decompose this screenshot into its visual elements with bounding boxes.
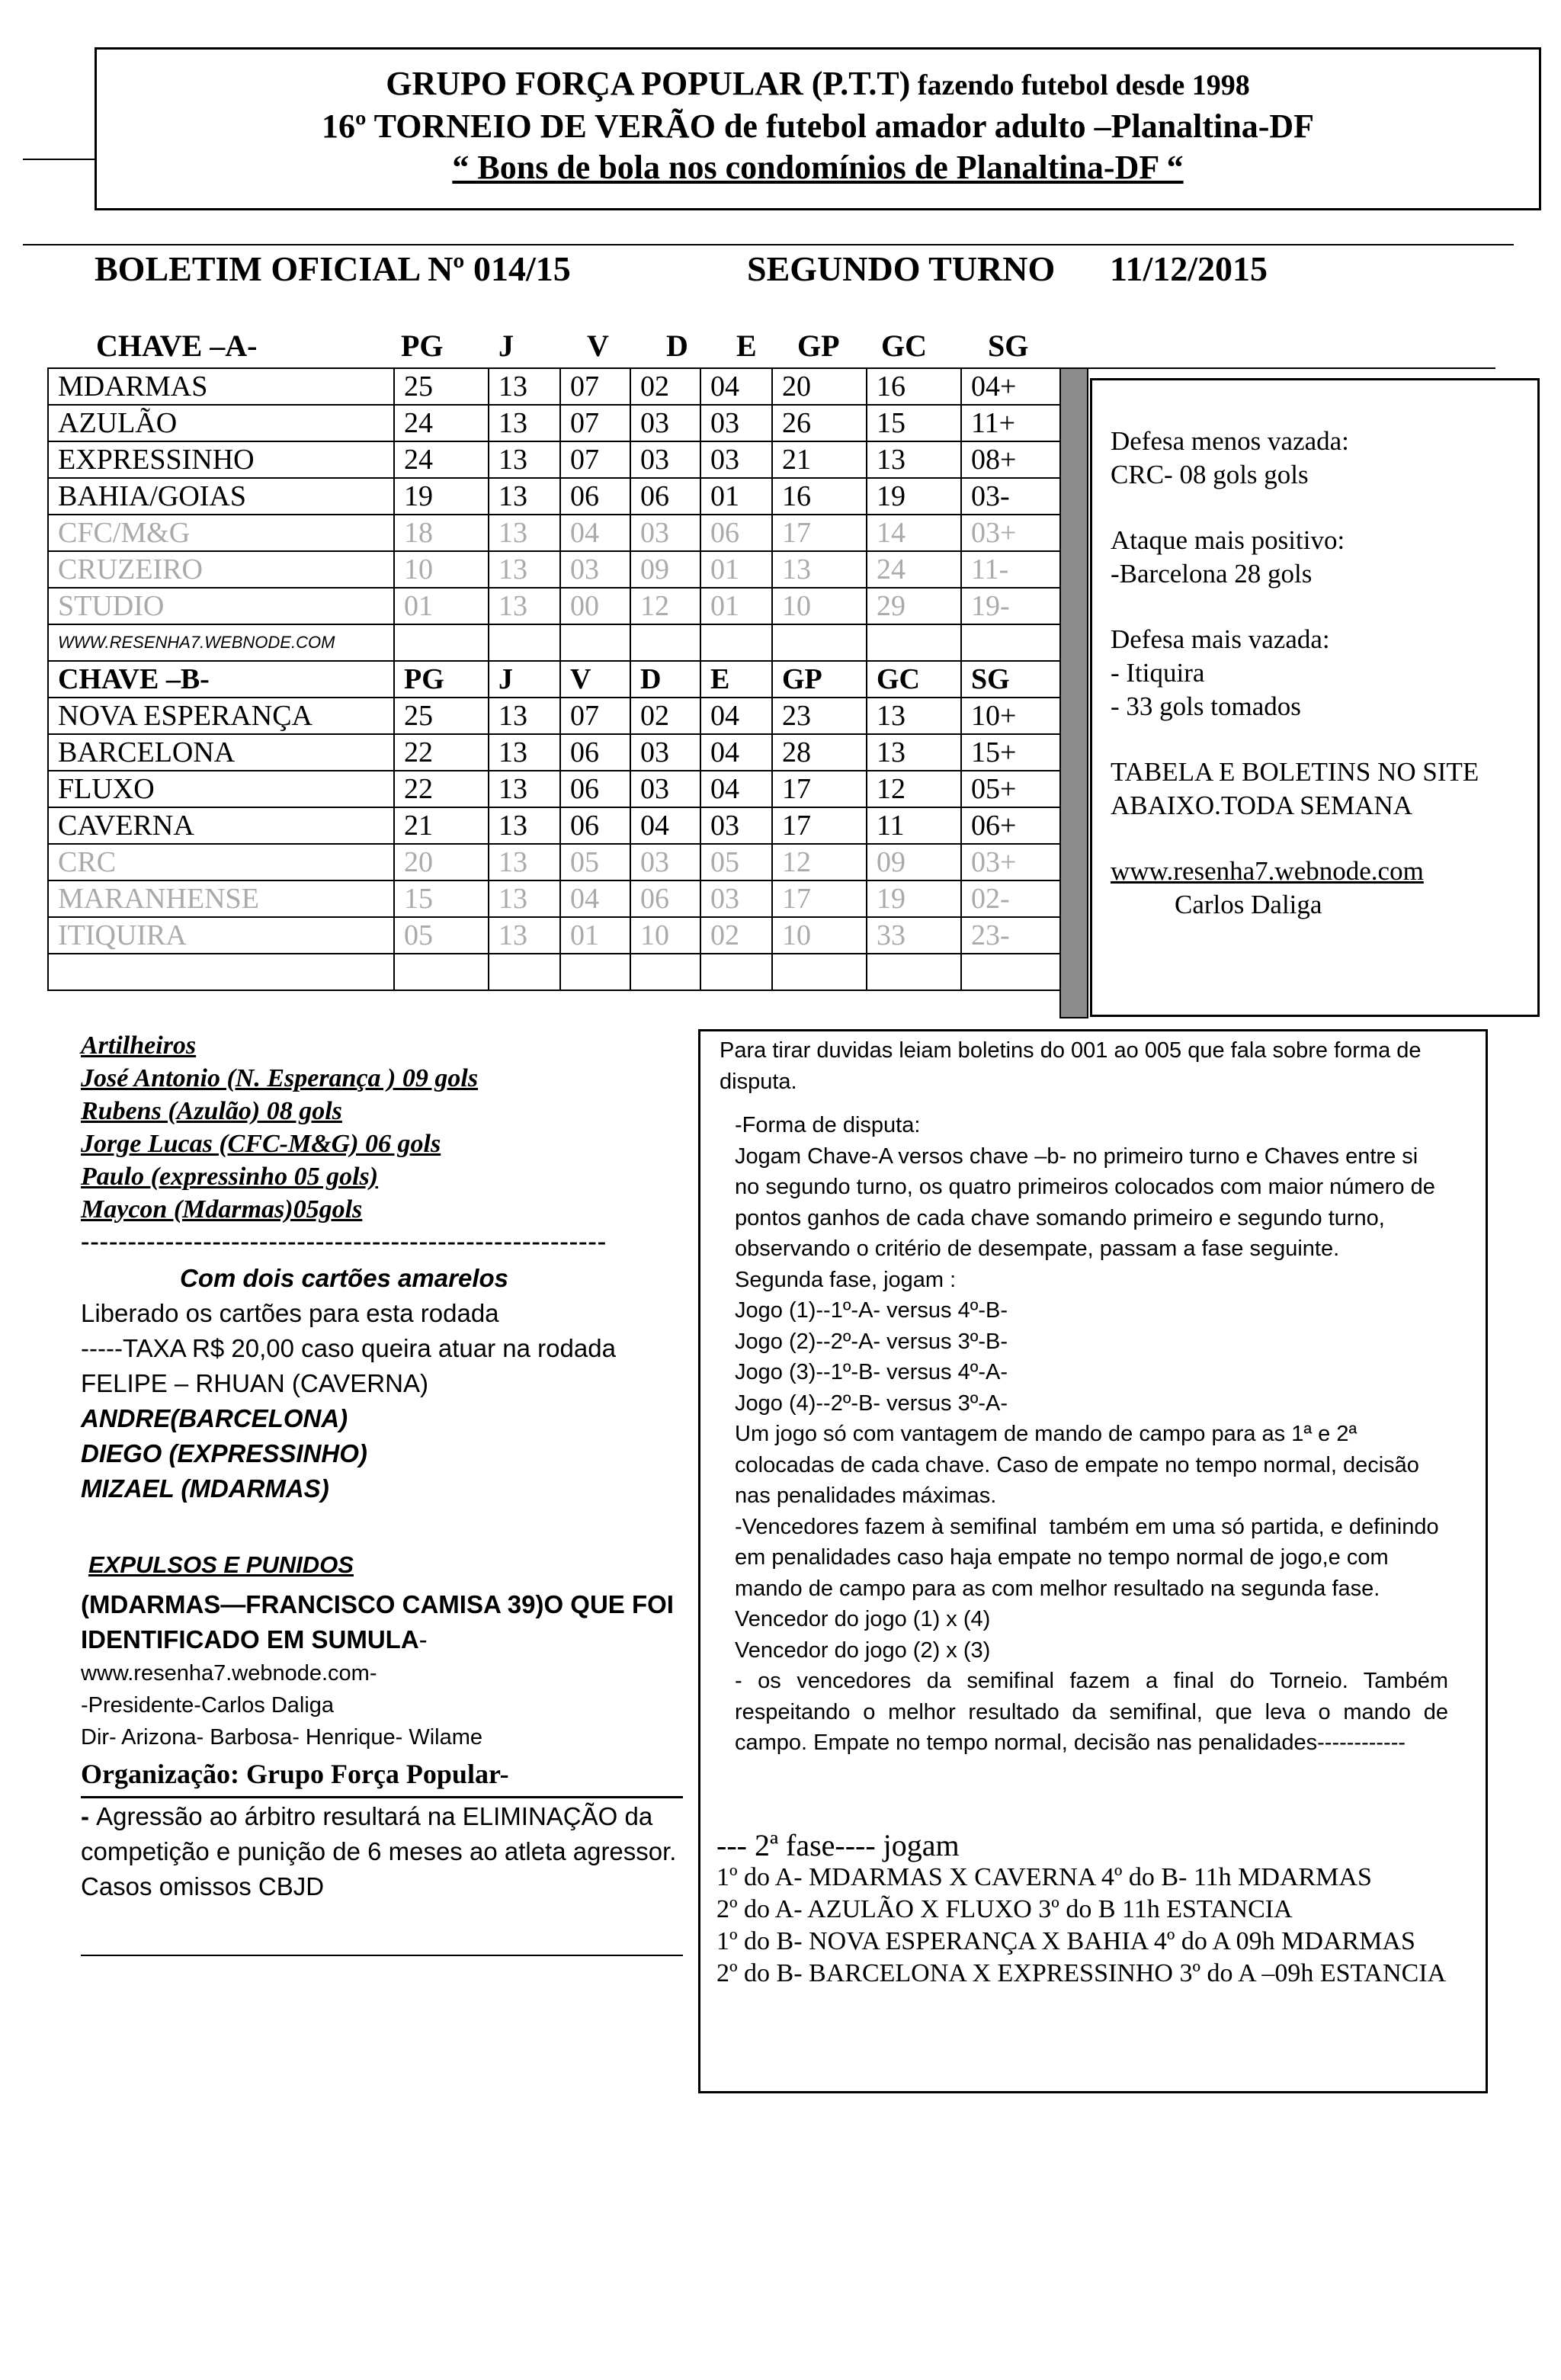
- org-name: GRUPO FORÇA POPULAR (P.T.T): [386, 65, 911, 102]
- worst-defense-value: - 33 gols tomados: [1111, 691, 1301, 721]
- table-cell: 13: [489, 368, 560, 405]
- scorer-item: Paulo (expressinho 05 gols): [81, 1163, 379, 1191]
- table-row: [48, 771, 1060, 807]
- table-cell: J: [489, 661, 560, 698]
- standings-table: [47, 367, 1061, 991]
- table-cell: 03: [630, 844, 700, 880]
- table-cell: 02-: [961, 880, 1060, 917]
- table-cell: EXPRESSINHO: [48, 441, 394, 478]
- table-row: [48, 551, 1060, 588]
- table-cell: [394, 954, 489, 990]
- table-cell: 11+: [961, 405, 1060, 441]
- table-cell: V: [560, 661, 630, 698]
- table-cell: 04+: [961, 368, 1060, 405]
- table-cell: 03: [630, 405, 700, 441]
- expelled-section: [81, 1548, 675, 1753]
- gray-divider-strip: [1059, 367, 1088, 1018]
- table-cell: WWW.RESENHA7.WEBNODE.COM: [48, 624, 394, 661]
- table-cell: 06: [560, 734, 630, 771]
- rules-line: Vencedor do jogo (1) x (4): [735, 1607, 991, 1631]
- carded-player: MIZAEL (MDARMAS): [81, 1474, 329, 1503]
- table-cell: 06: [560, 478, 630, 515]
- table-cell: 05: [700, 844, 772, 880]
- table-cell: 01: [700, 478, 772, 515]
- table-cell: GP: [772, 661, 867, 698]
- table-cell: 28: [772, 734, 867, 771]
- carded-player: ANDRE(BARCELONA): [81, 1404, 348, 1432]
- expelled-site: www.resenha7.webnode.com-: [81, 1661, 377, 1686]
- table-cell: 13: [489, 734, 560, 771]
- rules-line: - os vencedores da semifinal fazem a final do Torneio. Também respeitando o melhor resultado da semifinal, que leva o mando de campo. Empate no tempo normal, decisão nas penalidades------------: [735, 1669, 1455, 1755]
- table-cell: 14: [867, 515, 961, 551]
- table-cell: PG: [394, 661, 489, 698]
- table-cell: 21: [772, 441, 867, 478]
- table-cell: [630, 624, 700, 661]
- table-cell: 13: [489, 771, 560, 807]
- table-cell: 19: [867, 880, 961, 917]
- table-cell: BAHIA/GOIAS: [48, 478, 394, 515]
- table-cell: 25: [394, 698, 489, 734]
- table-cell: 17: [772, 807, 867, 844]
- table-cell: 06: [700, 515, 772, 551]
- table-cell: 13: [489, 588, 560, 624]
- col-header: PG: [401, 329, 444, 363]
- table-cell: BARCELONA: [48, 734, 394, 771]
- table-cell: [867, 954, 961, 990]
- table-cell: GC: [867, 661, 961, 698]
- table-cell: 13: [489, 551, 560, 588]
- rules-body: [735, 1110, 1455, 1759]
- rules-intro: Para tirar duvidas leiam boletins do 001 ao 005 que fala sobre forma de disputa.: [720, 1038, 1422, 1094]
- table-row: [48, 441, 1060, 478]
- table-cell: [961, 624, 1060, 661]
- rules-line: Jogo (3)--1º-B- versus 4º-A-: [735, 1360, 1008, 1384]
- table-cell: 10+: [961, 698, 1060, 734]
- table-cell: 07: [560, 405, 630, 441]
- table-cell: 19: [867, 478, 961, 515]
- phase-2-game: 1º do B- NOVA ESPERANÇA X BAHIA 4º do A 09h MDARMAS: [716, 1927, 1415, 1955]
- table-cell: 04: [560, 880, 630, 917]
- stats-panel: [1090, 378, 1540, 1017]
- table-cell: 20: [772, 368, 867, 405]
- table-cell: 13: [489, 917, 560, 954]
- separator-dashes: --------------------------------------------------------: [81, 1227, 607, 1256]
- table-cell: 23: [772, 698, 867, 734]
- yellow-cards-title: Com dois cartões amarelos: [180, 1264, 508, 1292]
- table-cell: 06: [560, 771, 630, 807]
- table-cell: D: [630, 661, 700, 698]
- header-left-rule: [23, 159, 95, 160]
- table-cell: 23-: [961, 917, 1060, 954]
- bulletin-title: BOLETIM OFICIAL Nº 014/15: [95, 249, 571, 288]
- table-cell: 03: [700, 405, 772, 441]
- table-cell: 10: [772, 588, 867, 624]
- worst-defense-team: - Itiquira: [1111, 658, 1205, 688]
- top-scorers-title: Artilheiros: [81, 1031, 197, 1060]
- table-cell: 13: [772, 551, 867, 588]
- tournament-title: 16º TORNEIO DE VERÃO de futebol amador adulto –Planaltina-DF: [321, 107, 1315, 145]
- table-cell: 16: [772, 478, 867, 515]
- rules-line: -Forma de disputa:: [735, 1113, 921, 1137]
- table-cell: [489, 624, 560, 661]
- site-author: Carlos Daliga: [1175, 890, 1322, 919]
- table-cell: 05: [394, 917, 489, 954]
- bulletin-date: 11/12/2015: [1110, 249, 1268, 288]
- table-cell: 02: [700, 917, 772, 954]
- table-cell: 20: [394, 844, 489, 880]
- table-cell: 17: [772, 515, 867, 551]
- expelled-title: EXPULSOS E PUNIDOS: [88, 1551, 354, 1578]
- table-cell: 03: [700, 880, 772, 917]
- expelled-dash: -: [418, 1625, 428, 1653]
- group-b-header-row: [48, 661, 1060, 698]
- table-cell: 15: [394, 880, 489, 917]
- table-cell: 04: [700, 698, 772, 734]
- table-cell: 01: [394, 588, 489, 624]
- rules-line: Jogo (4)--2º-B- versus 3º-A-: [735, 1390, 1008, 1416]
- table-cell: 24: [394, 405, 489, 441]
- table-cell: 02: [630, 368, 700, 405]
- table-cell: 15: [867, 405, 961, 441]
- table-cell: [961, 954, 1060, 990]
- directors: Dir- Arizona- Barbosa- Henrique- Wilame: [81, 1725, 482, 1750]
- table-cell: 03+: [961, 844, 1060, 880]
- col-header: V: [587, 329, 609, 363]
- table-cell: 19-: [961, 588, 1060, 624]
- table-cell: [700, 954, 772, 990]
- phase-2-game: 2º do B- BARCELONA X EXPRESSINHO 3º do A –09h ESTANCIA: [716, 1959, 1447, 1987]
- top-scorers: [81, 1029, 478, 1226]
- yellow-cards-fee: -----TAXA R$ 20,00 caso queira atuar na rodada: [81, 1334, 616, 1362]
- table-cell: 03: [700, 441, 772, 478]
- table-cell: [772, 624, 867, 661]
- table-cell: 15+: [961, 734, 1060, 771]
- table-cell: 03: [630, 515, 700, 551]
- table-row: [48, 698, 1060, 734]
- table-cell: 13: [489, 515, 560, 551]
- scorer-item: Maycon (Mdarmas)05gols: [81, 1195, 363, 1224]
- best-defense-label: Defesa menos vazada:: [1111, 426, 1349, 456]
- table-cell: [772, 954, 867, 990]
- table-cell: 19: [394, 478, 489, 515]
- table-cell: 22: [394, 734, 489, 771]
- table-cell: 09: [630, 551, 700, 588]
- table-cell: 06: [630, 478, 700, 515]
- col-header: SG: [988, 329, 1029, 363]
- table-cell: 05: [560, 844, 630, 880]
- col-header: D: [666, 329, 688, 363]
- table-cell: ITIQUIRA: [48, 917, 394, 954]
- organization-rule: [81, 1796, 683, 1798]
- table-cell: 04: [560, 515, 630, 551]
- table-cell: [394, 624, 489, 661]
- table-cell: 10: [772, 917, 867, 954]
- table-cell: SG: [961, 661, 1060, 698]
- rules-line: Jogam Chave-A versos chave –b- no primeiro turno e Chaves entre si no segundo turno, os quatro primeiros colocados com maior número de pontos ganhos de cada chave somando primeiro e segundo turno, observando o critério de desempate, passam a fase seguinte.: [735, 1143, 1441, 1261]
- phase-2-title: --- 2ª fase---- jogam: [716, 1828, 960, 1862]
- aggression-dash: -: [81, 1802, 97, 1830]
- table-cell: 17: [772, 771, 867, 807]
- table-cell: 06: [560, 807, 630, 844]
- table-cell: CFC/M&G: [48, 515, 394, 551]
- table-cell: 17: [772, 880, 867, 917]
- table-cell: 26: [772, 405, 867, 441]
- table-cell: [867, 624, 961, 661]
- table-cell: 08+: [961, 441, 1060, 478]
- table-cell: 13: [867, 698, 961, 734]
- table-cell: 11-: [961, 551, 1060, 588]
- president: -Presidente-Carlos Daliga: [81, 1693, 335, 1718]
- table-row: [48, 917, 1060, 954]
- scorer-item: José Antonio (N. Esperança ) 09 gols: [81, 1064, 479, 1092]
- aggression-text: Agressão ao árbitro resultará na ELIMINAÇÃO da competição e punição de 6 meses ao atleta agressor. Casos omissos CBJD: [81, 1802, 677, 1900]
- table-cell: CHAVE –B-: [48, 661, 394, 698]
- table-cell: 03: [700, 807, 772, 844]
- best-defense-value: CRC- 08 gols gols: [1111, 460, 1309, 489]
- table-cell: 06: [630, 880, 700, 917]
- table-cell: 06+: [961, 807, 1060, 844]
- table-cell: 24: [867, 551, 961, 588]
- site-note: [1111, 755, 1537, 823]
- table-cell: 09: [867, 844, 961, 880]
- table-cell: CRC: [48, 844, 394, 880]
- rules-line: Jogo (2)--2º-A- versus 3º-B-: [735, 1329, 1008, 1354]
- table-row: [48, 515, 1060, 551]
- table-cell: 18: [394, 515, 489, 551]
- yellow-cards-section: [81, 1261, 616, 1506]
- table-cell: 12: [630, 588, 700, 624]
- table-cell: 13: [489, 441, 560, 478]
- yellow-cards-players: FELIPE – RHUAN (CAVERNA): [81, 1369, 428, 1397]
- best-attack: [1111, 524, 1537, 591]
- rules-line: Vencedor do jogo (2) x (3): [735, 1637, 991, 1663]
- table-cell: 04: [630, 807, 700, 844]
- table-cell: 16: [867, 368, 961, 405]
- org-tagline: fazendo futebol desde 1998: [910, 69, 1250, 101]
- table-cell: 01: [700, 551, 772, 588]
- table-cell: 13: [489, 405, 560, 441]
- aggression-warning: [81, 1799, 683, 1904]
- table-cell: 03-: [961, 478, 1060, 515]
- table-cell: STUDIO: [48, 588, 394, 624]
- table-cell: CAVERNA: [48, 807, 394, 844]
- phase-2-games: [716, 1830, 1446, 1990]
- rules-line: -Vencedores fazem à semifinal também em uma só partida, e definindo em penalidades caso haja empate no tempo normal de jogo,e com mando de campo para as com melhor resultado na segunda fase.: [735, 1514, 1445, 1601]
- bulletin-turn: SEGUNDO TURNO: [747, 249, 1056, 288]
- scorer-item: Jorge Lucas (CFC-M&G) 06 gols: [81, 1130, 441, 1158]
- phase-2-game: 1º do A- MDARMAS X CAVERNA 4º do B- 11h MDARMAS: [716, 1863, 1372, 1891]
- table-cell: 13: [489, 807, 560, 844]
- table-cell: [489, 954, 560, 990]
- table-cell: 03: [560, 551, 630, 588]
- table-cell: 02: [630, 698, 700, 734]
- table-cell: 07: [560, 441, 630, 478]
- table-cell: 22: [394, 771, 489, 807]
- table-cell: 04: [700, 734, 772, 771]
- bottom-rule: [81, 1955, 683, 1956]
- header-box: [95, 47, 1541, 210]
- table-cell: 04: [700, 368, 772, 405]
- table-cell: NOVA ESPERANÇA: [48, 698, 394, 734]
- table-cell: 03: [630, 734, 700, 771]
- table-cell: 11: [867, 807, 961, 844]
- table-cell: [560, 954, 630, 990]
- col-header: J: [498, 329, 514, 363]
- table-row: [48, 405, 1060, 441]
- table-cell: 13: [489, 844, 560, 880]
- rules-line: Segunda fase, jogam :: [735, 1267, 957, 1292]
- table-cell: 12: [867, 771, 961, 807]
- table-cell: FLUXO: [48, 771, 394, 807]
- carded-player: DIEGO (EXPRESSINHO): [81, 1439, 367, 1467]
- table-cell: 24: [394, 441, 489, 478]
- table-row-site: [48, 624, 1060, 661]
- table-cell: 13: [489, 880, 560, 917]
- table-cell: 10: [630, 917, 700, 954]
- table-cell: 29: [867, 588, 961, 624]
- col-header: GC: [881, 329, 927, 363]
- table-cell: [630, 954, 700, 990]
- table-cell: 03+: [961, 515, 1060, 551]
- table-row: [48, 807, 1060, 844]
- site-note-line-2: ABAIXO.TODA SEMANA: [1111, 791, 1413, 820]
- yellow-cards-note: Liberado os cartões para esta rodada: [81, 1299, 499, 1327]
- table-cell: 13: [867, 441, 961, 478]
- rules-line: Jogo (1)--1º-A- versus 4º-B-: [735, 1298, 1008, 1323]
- table-cell: 07: [560, 698, 630, 734]
- header-full-rule: [23, 244, 1514, 245]
- table-cell: MDARMAS: [48, 368, 394, 405]
- best-attack-value: -Barcelona 28 gols: [1111, 559, 1313, 589]
- table-cell: 00: [560, 588, 630, 624]
- organization: Organização: Grupo Força Popular-: [81, 1759, 509, 1789]
- table-cell: 25: [394, 368, 489, 405]
- worst-defense-label: Defesa mais vazada:: [1111, 624, 1330, 654]
- table-cell: 01: [700, 588, 772, 624]
- header-line-1: [97, 63, 1539, 106]
- table-row: [48, 478, 1060, 515]
- col-header: GP: [797, 329, 840, 363]
- table-cell: 05+: [961, 771, 1060, 807]
- tournament-slogan: “ Bons de bola nos condomínios de Planaltina-DF “: [452, 149, 1184, 186]
- table-cell: 12: [772, 844, 867, 880]
- table-cell: 13: [489, 478, 560, 515]
- table-row: [48, 588, 1060, 624]
- site-credit: [1111, 855, 1537, 922]
- table-row-empty: [48, 954, 1060, 990]
- table-cell: AZULÃO: [48, 405, 394, 441]
- table-cell: [560, 624, 630, 661]
- rules-line: Um jogo só com vantagem de mando de campo para as 1ª e 2ª colocadas de cada chave. Caso de empate no tempo normal, decisão nas penalidades máximas.: [735, 1422, 1426, 1508]
- table-cell: [700, 624, 772, 661]
- group-a-title: CHAVE –A-: [96, 329, 258, 363]
- table-cell: CRUZEIRO: [48, 551, 394, 588]
- table-cell: 01: [560, 917, 630, 954]
- table-cell: 21: [394, 807, 489, 844]
- table-cell: 04: [700, 771, 772, 807]
- table-cell: 10: [394, 551, 489, 588]
- expelled-text: (MDARMAS—FRANCISCO CAMISA 39)O QUE FOI IDENTIFICADO EM SUMULA: [81, 1590, 674, 1653]
- site-link[interactable]: www.resenha7.webnode.com: [1111, 856, 1424, 886]
- best-defense: [1111, 425, 1537, 492]
- table-row: [48, 368, 1060, 405]
- col-header: E: [736, 329, 757, 363]
- table-cell: 03: [630, 771, 700, 807]
- table-cell: 07: [560, 368, 630, 405]
- table-row: [48, 734, 1060, 771]
- table-cell: 13: [867, 734, 961, 771]
- table-cell: MARANHENSE: [48, 880, 394, 917]
- table-row: [48, 880, 1060, 917]
- table-row: [48, 844, 1060, 880]
- worst-defense: [1111, 623, 1537, 723]
- table-cell: [48, 954, 394, 990]
- table-cell: E: [700, 661, 772, 698]
- table-cell: 33: [867, 917, 961, 954]
- table-cell: 13: [489, 698, 560, 734]
- scorer-item: Rubens (Azulão) 08 gols: [81, 1097, 342, 1125]
- table-cell: 03: [630, 441, 700, 478]
- site-note-line-1: TABELA E BOLETINS NO SITE: [1111, 757, 1479, 787]
- best-attack-label: Ataque mais positivo:: [1111, 525, 1345, 555]
- phase-2-game: 2º do A- AZULÃO X FLUXO 3º do B 11h ESTANCIA: [716, 1895, 1293, 1923]
